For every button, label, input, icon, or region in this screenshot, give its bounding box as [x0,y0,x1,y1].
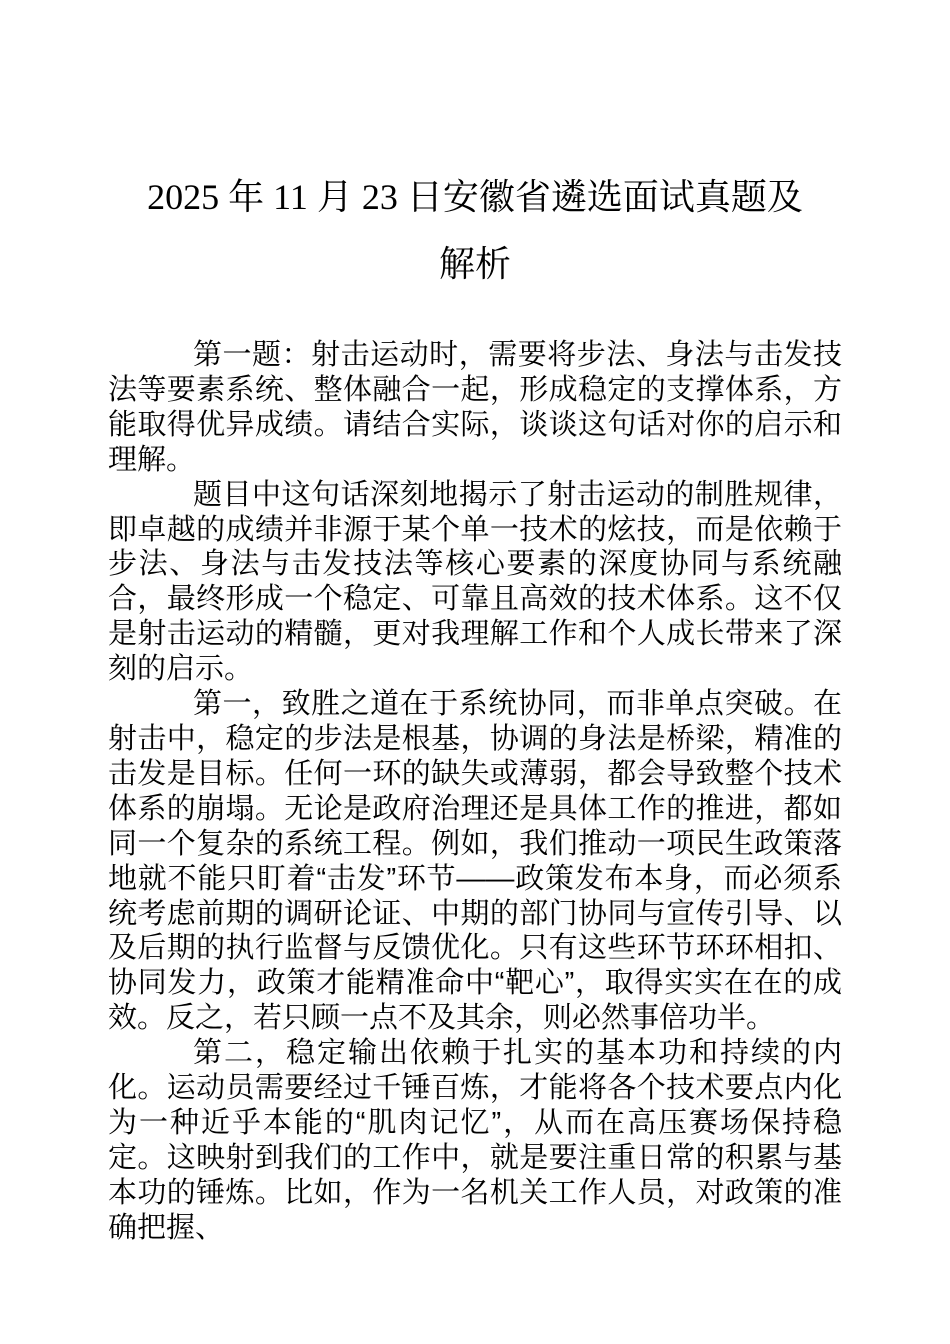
paragraph-answer-overview: 题目中这句话深刻地揭示了射击运动的制胜规律，即卓越的成绩并非源于某个单一技术的炫技，而是依赖于步法、身法与击发技法等核心要素的深度协同与系统融合，最终形成一个稳定、可靠且高效的技术体系。这不仅是射击运动的精髓，更对我理解工作和个人成长带来了深刻的启示。 [108,478,842,686]
paragraph-answer-point-1: 第一，致胜之道在于系统协同，而非单点突破。在射击中，稳定的步法是根基，协调的身法是桥梁，精准的击发是目标。任何一环的缺失或薄弱，都会导致整个技术体系的崩塌。无论是政府治理还是具体工作的推进，都如同一个复杂的系统工程。例如，我们推动一项民生政策落地就不能只盯着“击发”环节——政策发布本身，而必须系统考虑前期的调研论证、中期的部门协同与宣传引导、以及后期的执行监督与反馈优化。只有这些环节环环相扣、协同发力，政策才能精准命中“靶心”，取得实实在在的成效。反之，若只顾一点不及其余，则必然事倍功半。 [108,688,842,1035]
document-body [108,338,842,1246]
paragraph-answer-point-2: 第二，稳定输出依赖于扎实的基本功和持续的内化。运动员需要经过千锤百炼，才能将各个技术要点内化为一种近乎本能的“肌肉记忆”，从而在高压赛场保持稳定。这映射到我们的工作中，就是要注重日常的积累与基本功的锤炼。比如，作为一名机关工作人员，对政策的准确把握、 [108,1037,842,1244]
document-title-line-2: 解析 [438,244,511,284]
paragraph-question: 第一题：射击运动时，需要将步法、身法与击发技法等要素系统、整体融合一起，形成稳定的支撑体系，方能取得优异成绩。请结合实际，谈谈这句话对你的启示和理解。 [108,339,842,476]
document-title [0,0,950,298]
document-title-line-1: 2025 年 11 月 23 日安徽省遴选面试真题及 [147,177,803,217]
